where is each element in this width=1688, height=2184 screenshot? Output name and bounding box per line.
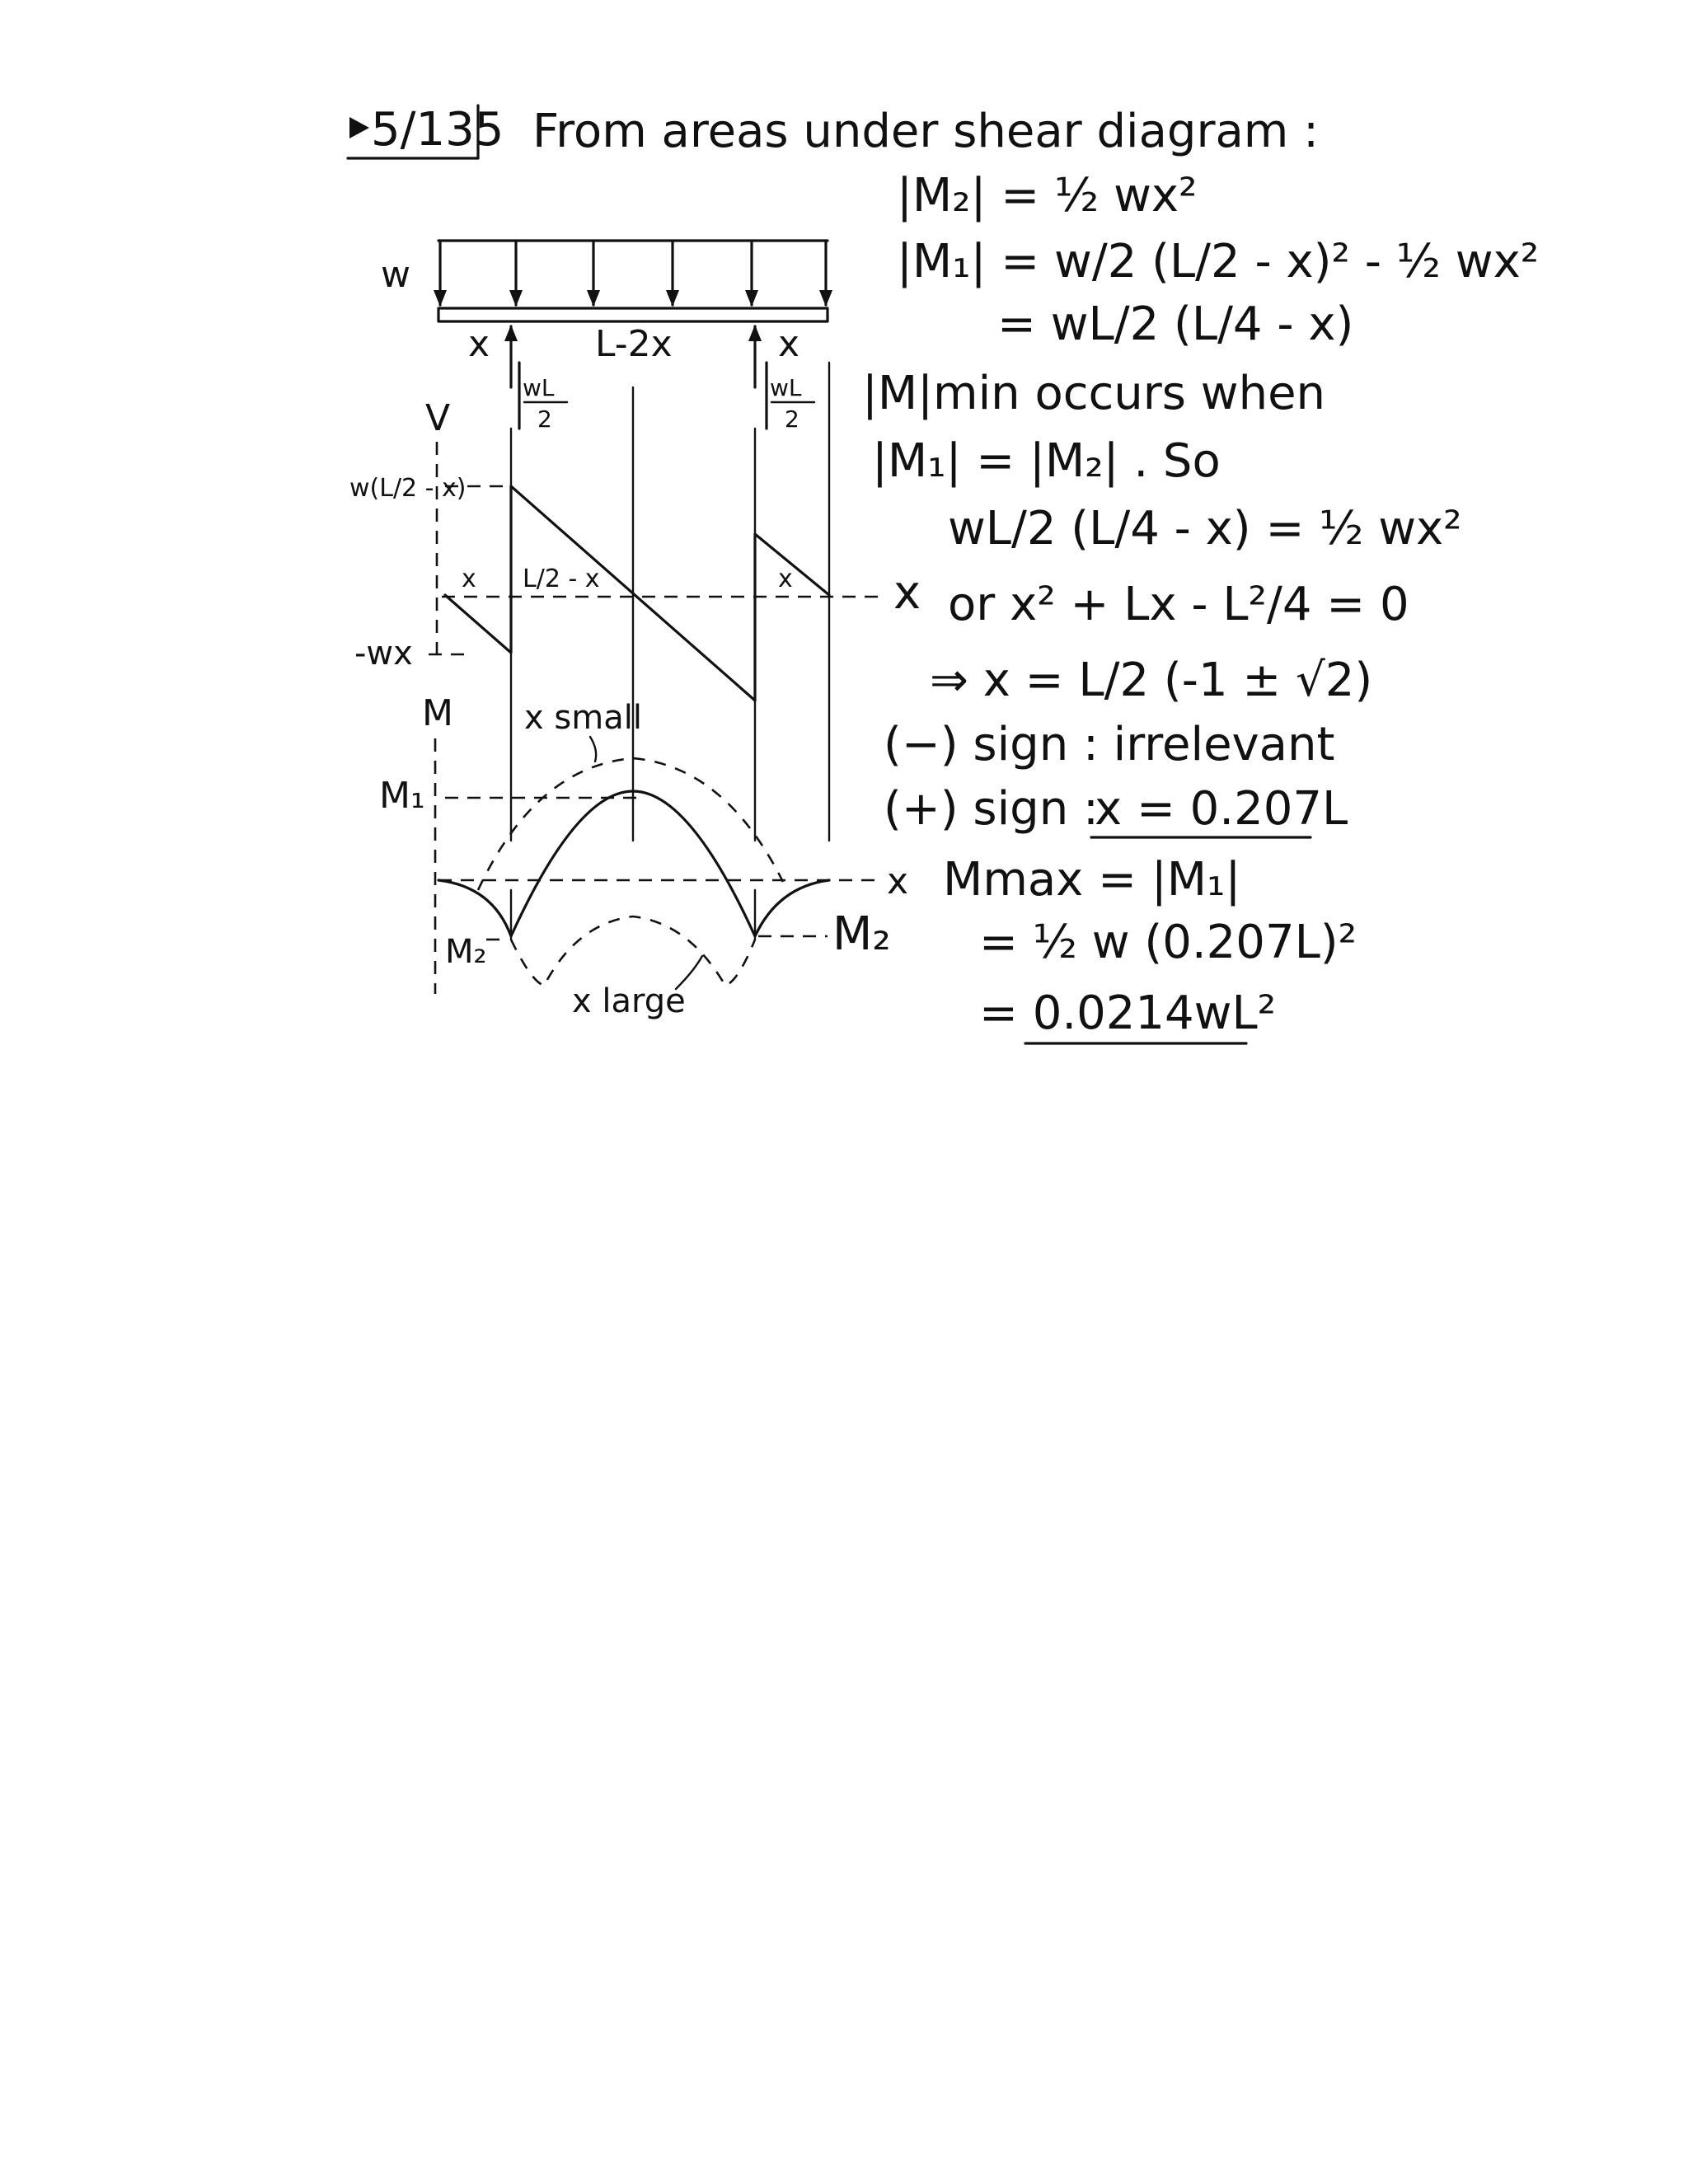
shear-curve	[445, 486, 829, 701]
shear-x-axis-label: x	[893, 566, 921, 620]
shear-seg-left: x	[462, 565, 476, 593]
eq-condition-line2: |M₁| = |M₂| . So	[872, 434, 1221, 488]
shear-bottom-value: -wx	[354, 635, 413, 673]
reaction-right-num: wL	[770, 374, 802, 401]
x-large-pointer-arrow	[676, 956, 702, 989]
shear-diagram	[349, 397, 921, 701]
moment-m2-right-label: M₂	[832, 907, 891, 961]
moment-x-large-label: x large	[572, 982, 686, 1020]
heading-text: From areas under shear diagram :	[532, 105, 1319, 158]
beam-body	[438, 308, 828, 321]
equations	[862, 169, 1539, 1043]
moment-x-axis-label: x	[887, 860, 909, 902]
reaction-right-den: 2	[785, 405, 799, 433]
shear-seg-right: x	[778, 565, 793, 593]
beam-seg-middle: L-2x	[595, 323, 673, 365]
eq-neg-sign: (−) sign : irrelevant	[884, 718, 1335, 771]
eq-mmax-line2: = ½ w (0.207L)²	[979, 916, 1357, 969]
eq-mmax-line3: = 0.0214wL²	[979, 987, 1277, 1040]
eq-m1-line1: |M₁| = w/2 (L/2 - x)² - ½ wx²	[897, 235, 1540, 288]
moment-axis-label: M	[422, 692, 453, 734]
moment-m2-left-label: M₂	[445, 933, 487, 971]
eq-pos-sign-prefix: (+) sign :	[884, 782, 1099, 836]
moment-curve-x-small	[478, 758, 783, 890]
eq-condition-line1: |M|min occurs when	[862, 367, 1326, 420]
eq-equate: wL/2 (L/4 - x) = ½ wx²	[948, 502, 1462, 555]
eq-pos-sign-result: x = 0.207L	[1095, 782, 1348, 836]
problem-marker-icon	[349, 117, 369, 138]
shear-seg-center: L/2 - x	[523, 565, 600, 593]
eq-quadratic: or x² + Lx - L²/4 = 0	[948, 578, 1409, 631]
load-arrows	[434, 241, 832, 307]
moment-m1-label: M₁	[379, 775, 425, 817]
eq-mmax-line1: Mmax = |M₁|	[943, 853, 1241, 907]
beam-seg-right: x	[778, 323, 800, 365]
reaction-left-num: wL	[523, 374, 555, 401]
problem-number: 5/135	[371, 103, 504, 157]
moment-curve-x-large	[511, 916, 755, 986]
shear-top-value: w(L/2 - x)	[349, 474, 467, 503]
eq-m1-line2: = wL/2 (L/4 - x)	[997, 298, 1354, 351]
guide-lines	[511, 363, 829, 940]
moment-x-small-label: x small	[524, 699, 642, 737]
beam-seg-left: x	[468, 323, 490, 365]
reaction-left-den: 2	[537, 405, 552, 433]
x-small-pointer-arrow	[590, 737, 596, 762]
eq-m2: |M₂| = ½ wx²	[897, 169, 1198, 223]
eq-solution: ⇒ x = L/2 (-1 ± √2)	[930, 654, 1373, 707]
problem-header	[348, 103, 1319, 158]
load-label: w	[381, 254, 410, 296]
shear-axis-label: V	[425, 397, 451, 439]
